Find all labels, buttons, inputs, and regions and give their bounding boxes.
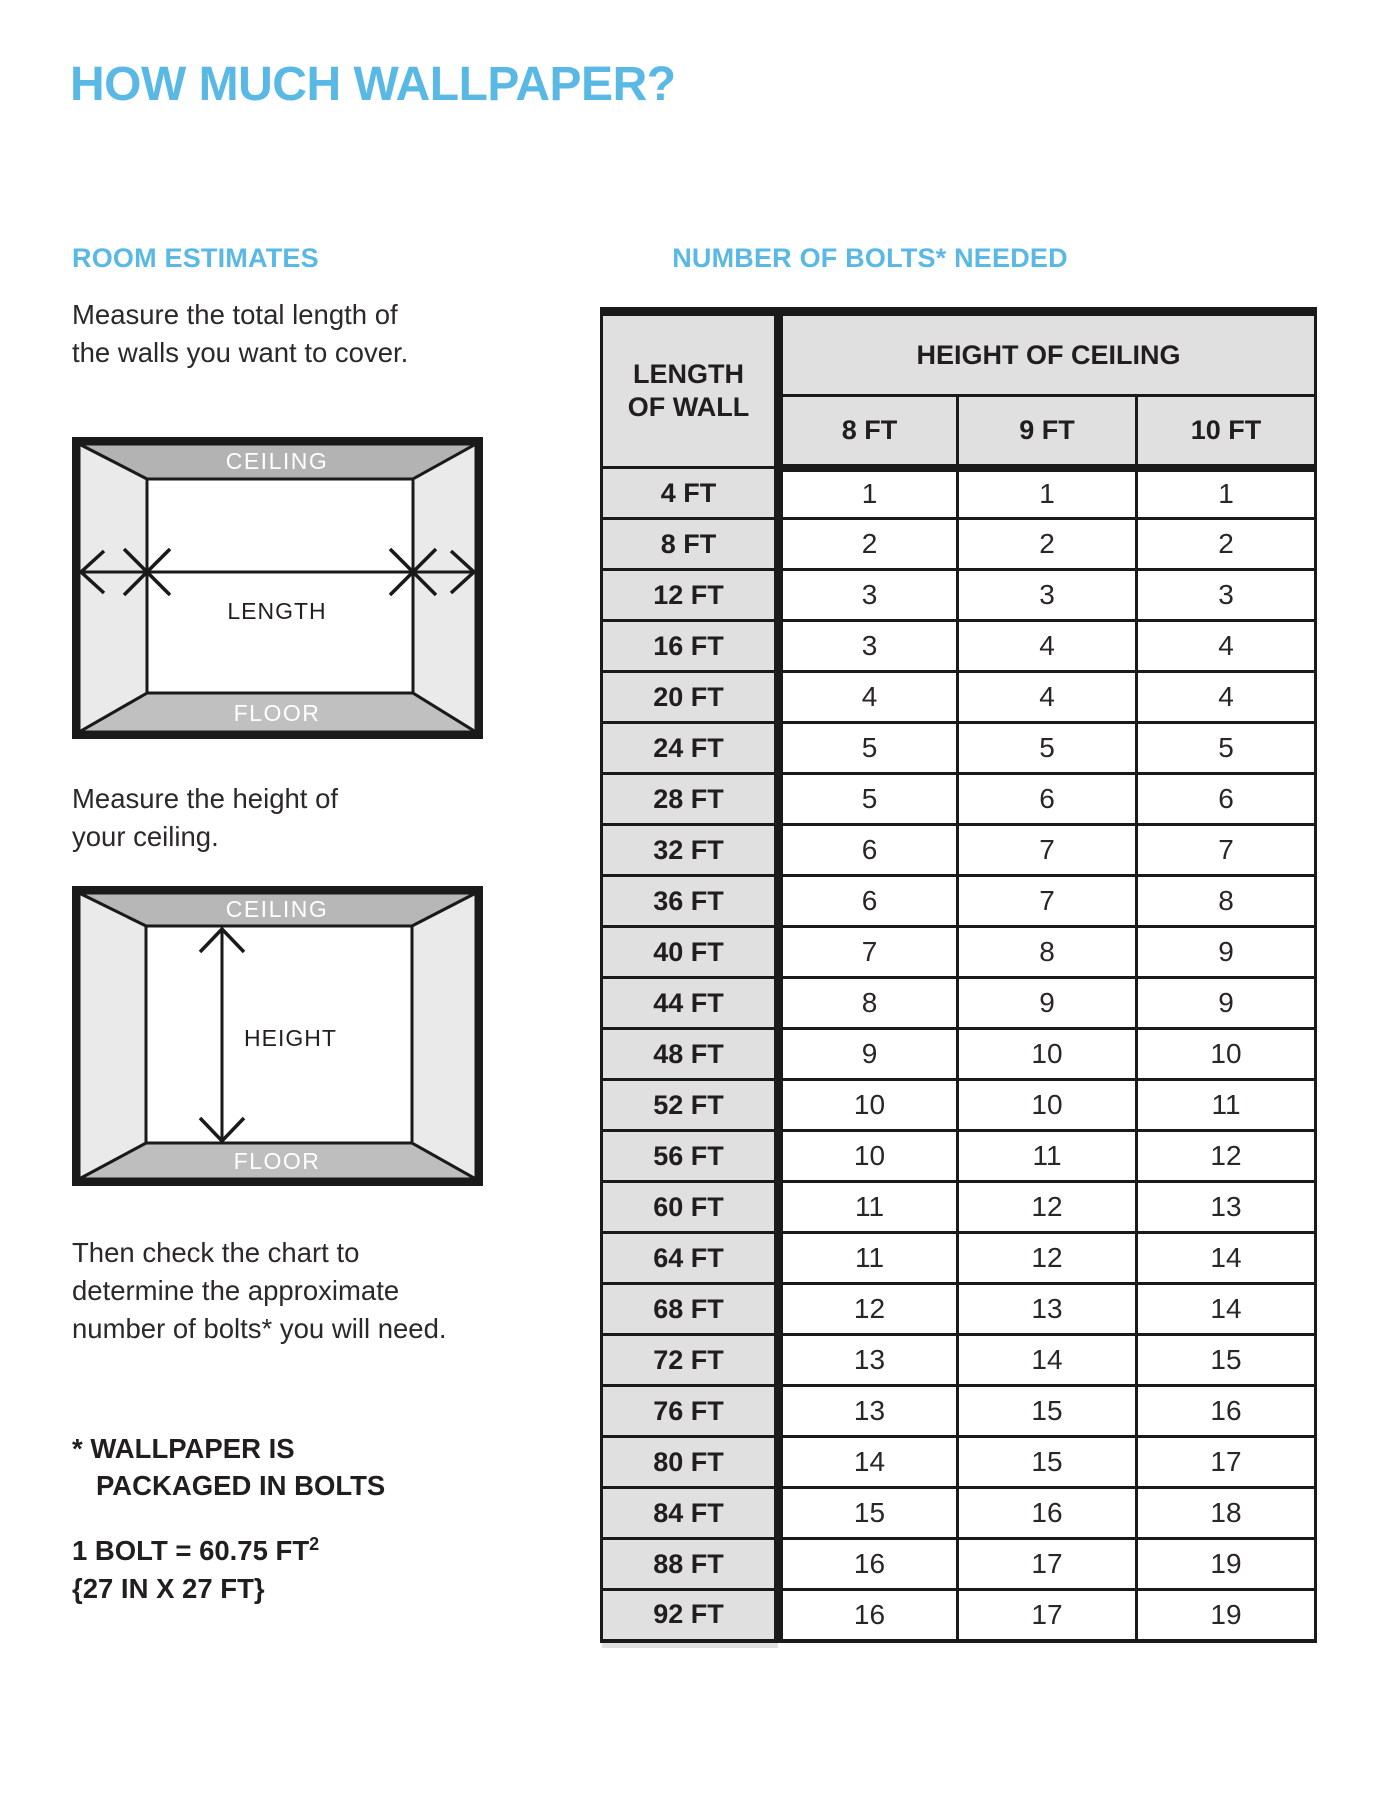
bolt-count-cell: 2 bbox=[779, 519, 958, 570]
row-header-wall-length: 88 FT bbox=[602, 1539, 779, 1590]
bolt-count-cell: 16 bbox=[779, 1590, 958, 1641]
length-of-wall-line2: OF WALL bbox=[627, 392, 750, 422]
bolt-count-cell: 15 bbox=[958, 1386, 1137, 1437]
left-wall-surface bbox=[79, 893, 146, 1179]
table-bottom-stub bbox=[602, 1643, 778, 1648]
check-chart-line2: determine the approximate bbox=[72, 1275, 400, 1306]
table-row bbox=[602, 927, 1316, 978]
bolt-count-cell: 17 bbox=[1137, 1437, 1316, 1488]
table-row bbox=[602, 1284, 1316, 1335]
bolt-count-cell: 11 bbox=[958, 1131, 1137, 1182]
right-wall-surface bbox=[412, 893, 476, 1179]
bolt-count-cell: 12 bbox=[1137, 1131, 1316, 1182]
bolt-count-cell: 4 bbox=[1137, 621, 1316, 672]
table-row bbox=[602, 1182, 1316, 1233]
bolt-count-cell: 8 bbox=[1137, 876, 1316, 927]
bolt-count-cell: 11 bbox=[779, 1182, 958, 1233]
bolts-footnote-line2: PACKAGED IN BOLTS bbox=[96, 1470, 386, 1501]
bolt-count-cell: 9 bbox=[1137, 978, 1316, 1029]
bolt-count-cell: 6 bbox=[779, 876, 958, 927]
bolt-count-cell: 6 bbox=[958, 774, 1137, 825]
bolt-count-cell: 2 bbox=[1137, 519, 1316, 570]
bolt-count-cell: 15 bbox=[958, 1437, 1137, 1488]
back-wall-surface bbox=[147, 479, 413, 693]
row-header-wall-length: 20 FT bbox=[602, 672, 779, 723]
bolt-count-cell: 4 bbox=[779, 672, 958, 723]
row-header-wall-length: 68 FT bbox=[602, 1284, 779, 1335]
room-length-diagram bbox=[72, 437, 483, 739]
row-header-wall-length: 40 FT bbox=[602, 927, 779, 978]
bolt-count-cell: 8 bbox=[779, 978, 958, 1029]
measure-height-text bbox=[72, 780, 338, 856]
length-label: LENGTH bbox=[227, 598, 327, 624]
room-estimates-heading: ROOM ESTIMATES bbox=[72, 243, 319, 273]
bolt-count-cell: 19 bbox=[1137, 1590, 1316, 1641]
bolt-count-cell: 5 bbox=[779, 723, 958, 774]
row-header-wall-length: 84 FT bbox=[602, 1488, 779, 1539]
bolts-table-body bbox=[602, 468, 1316, 1641]
col-header-8ft: 8 FT bbox=[779, 396, 958, 468]
bolt-count-cell: 13 bbox=[779, 1386, 958, 1437]
table-row bbox=[602, 774, 1316, 825]
floor-label: FLOOR bbox=[233, 700, 321, 726]
col-group-header-height-of-ceiling: HEIGHT OF CEILING bbox=[779, 312, 1316, 396]
table-row bbox=[602, 1029, 1316, 1080]
bolt-count-cell: 5 bbox=[1137, 723, 1316, 774]
bolt-count-cell: 16 bbox=[958, 1488, 1137, 1539]
table-row bbox=[602, 1590, 1316, 1641]
bolt-count-cell: 16 bbox=[779, 1539, 958, 1590]
bolt-dimensions: {27 IN X 27 FT} bbox=[72, 1573, 265, 1605]
ceiling-label: CEILING bbox=[225, 896, 329, 922]
row-header-wall-length: 76 FT bbox=[602, 1386, 779, 1437]
check-chart-line1: Then check the chart to bbox=[72, 1237, 360, 1268]
measure-length-line1: Measure the total length of bbox=[72, 299, 398, 330]
table-row bbox=[602, 978, 1316, 1029]
bolts-needed-heading: NUMBER OF BOLTS* NEEDED bbox=[672, 243, 1068, 273]
col-header-10ft: 10 FT bbox=[1137, 396, 1316, 468]
row-header-wall-length: 48 FT bbox=[602, 1029, 779, 1080]
bolt-count-cell: 12 bbox=[779, 1284, 958, 1335]
bolt-count-cell: 12 bbox=[958, 1182, 1137, 1233]
bolt-count-cell: 14 bbox=[1137, 1233, 1316, 1284]
bolt-count-cell: 10 bbox=[958, 1080, 1137, 1131]
bolt-count-cell: 3 bbox=[958, 570, 1137, 621]
row-header-wall-length: 80 FT bbox=[602, 1437, 779, 1488]
bolt-count-cell: 7 bbox=[1137, 825, 1316, 876]
measure-length-line2: the walls you want to cover. bbox=[72, 337, 409, 368]
bolt-count-cell: 19 bbox=[1137, 1539, 1316, 1590]
bolt-count-cell: 5 bbox=[779, 774, 958, 825]
bolt-count-cell: 5 bbox=[958, 723, 1137, 774]
row-header-wall-length: 24 FT bbox=[602, 723, 779, 774]
bolt-count-cell: 3 bbox=[1137, 570, 1316, 621]
bolt-count-cell: 3 bbox=[779, 621, 958, 672]
bolt-count-cell: 10 bbox=[779, 1080, 958, 1131]
table-row bbox=[602, 825, 1316, 876]
bolt-count-cell: 13 bbox=[779, 1335, 958, 1386]
bolt-count-cell: 1 bbox=[779, 468, 958, 519]
row-header-wall-length: 4 FT bbox=[602, 468, 779, 519]
bolt-count-cell: 11 bbox=[779, 1233, 958, 1284]
bolt-count-cell: 1 bbox=[1137, 468, 1316, 519]
group-header-row bbox=[602, 312, 1316, 396]
row-header-wall-length: 36 FT bbox=[602, 876, 779, 927]
bolt-count-cell: 16 bbox=[1137, 1386, 1316, 1437]
row-header-wall-length: 56 FT bbox=[602, 1131, 779, 1182]
bolt-count-cell: 9 bbox=[779, 1029, 958, 1080]
bolt-count-cell: 14 bbox=[958, 1335, 1137, 1386]
bolt-count-cell: 10 bbox=[958, 1029, 1137, 1080]
bolt-equivalence bbox=[72, 1525, 319, 1608]
table-row bbox=[602, 1437, 1316, 1488]
squared-superscript: 2 bbox=[309, 1534, 320, 1554]
table-row bbox=[602, 1539, 1316, 1590]
bolt-count-cell: 7 bbox=[958, 825, 1137, 876]
floor-label: FLOOR bbox=[233, 1148, 321, 1174]
bolt-count-cell: 15 bbox=[1137, 1335, 1316, 1386]
measure-height-line1: Measure the height of bbox=[72, 783, 339, 814]
row-header-wall-length: 12 FT bbox=[602, 570, 779, 621]
bolts-table-grid bbox=[600, 307, 1317, 1643]
table-row bbox=[602, 621, 1316, 672]
row-header-wall-length: 44 FT bbox=[602, 978, 779, 1029]
bolt-count-cell: 8 bbox=[958, 927, 1137, 978]
right-wall-surface bbox=[413, 444, 476, 732]
row-header-wall-length: 72 FT bbox=[602, 1335, 779, 1386]
bolt-count-cell: 13 bbox=[1137, 1182, 1316, 1233]
measure-length-text bbox=[72, 296, 408, 372]
room-height-diagram bbox=[72, 886, 483, 1186]
table-row bbox=[602, 468, 1316, 519]
row-header-wall-length: 52 FT bbox=[602, 1080, 779, 1131]
measure-height-line2: your ceiling. bbox=[72, 821, 219, 852]
table-row bbox=[602, 519, 1316, 570]
bolt-count-cell: 9 bbox=[958, 978, 1137, 1029]
bolt-count-cell: 14 bbox=[779, 1437, 958, 1488]
table-row bbox=[602, 876, 1316, 927]
left-wall-surface bbox=[79, 444, 147, 732]
bolt-count-cell: 4 bbox=[958, 621, 1137, 672]
bolt-count-cell: 7 bbox=[958, 876, 1137, 927]
height-label: HEIGHT bbox=[244, 1025, 337, 1051]
table-row bbox=[602, 1080, 1316, 1131]
row-header-wall-length: 28 FT bbox=[602, 774, 779, 825]
bolt-count-cell: 6 bbox=[1137, 774, 1316, 825]
check-chart-text bbox=[72, 1234, 447, 1348]
bolt-count-cell: 1 bbox=[958, 468, 1137, 519]
table-row bbox=[602, 1233, 1316, 1284]
row-header-wall-length: 64 FT bbox=[602, 1233, 779, 1284]
table-row bbox=[602, 1488, 1316, 1539]
table-row bbox=[602, 1386, 1316, 1437]
col-header-length-of-wall bbox=[602, 312, 779, 468]
table-row bbox=[602, 1131, 1316, 1182]
bolt-count-cell: 9 bbox=[1137, 927, 1316, 978]
bolt-count-cell: 2 bbox=[958, 519, 1137, 570]
table-row bbox=[602, 1335, 1316, 1386]
bolts-table bbox=[600, 307, 1314, 1648]
page-title: HOW MUCH WALLPAPER? bbox=[70, 58, 676, 111]
bolt-count-cell: 10 bbox=[1137, 1029, 1316, 1080]
bolt-count-cell: 17 bbox=[958, 1590, 1137, 1641]
bolt-count-cell: 13 bbox=[958, 1284, 1137, 1335]
bolt-count-cell: 18 bbox=[1137, 1488, 1316, 1539]
bolt-count-cell: 15 bbox=[779, 1488, 958, 1539]
bolt-count-cell: 11 bbox=[1137, 1080, 1316, 1131]
length-of-wall-line1: LENGTH bbox=[633, 359, 744, 389]
bolt-count-cell: 4 bbox=[1137, 672, 1316, 723]
col-header-9ft: 9 FT bbox=[958, 396, 1137, 468]
bolt-count-cell: 17 bbox=[958, 1539, 1137, 1590]
bolt-count-cell: 10 bbox=[779, 1131, 958, 1182]
row-header-wall-length: 16 FT bbox=[602, 621, 779, 672]
bolt-count-cell: 12 bbox=[958, 1233, 1137, 1284]
row-header-wall-length: 60 FT bbox=[602, 1182, 779, 1233]
row-header-wall-length: 92 FT bbox=[602, 1590, 779, 1641]
bolt-count-cell: 3 bbox=[779, 570, 958, 621]
table-row bbox=[602, 672, 1316, 723]
table-row bbox=[602, 723, 1316, 774]
bolts-footnote-line1: * WALLPAPER IS bbox=[72, 1433, 295, 1464]
bolt-count-cell: 14 bbox=[1137, 1284, 1316, 1335]
bolt-count-cell: 4 bbox=[958, 672, 1137, 723]
bolt-equivalence-main: 1 BOLT = 60.75 FT bbox=[72, 1535, 310, 1567]
row-header-wall-length: 32 FT bbox=[602, 825, 779, 876]
table-row bbox=[602, 570, 1316, 621]
bolt-count-cell: 7 bbox=[779, 927, 958, 978]
bolts-footnote bbox=[72, 1430, 385, 1504]
check-chart-line3: number of bolts* you will need. bbox=[72, 1313, 447, 1344]
bolt-count-cell: 6 bbox=[779, 825, 958, 876]
ceiling-label: CEILING bbox=[225, 448, 329, 474]
row-header-wall-length: 8 FT bbox=[602, 519, 779, 570]
